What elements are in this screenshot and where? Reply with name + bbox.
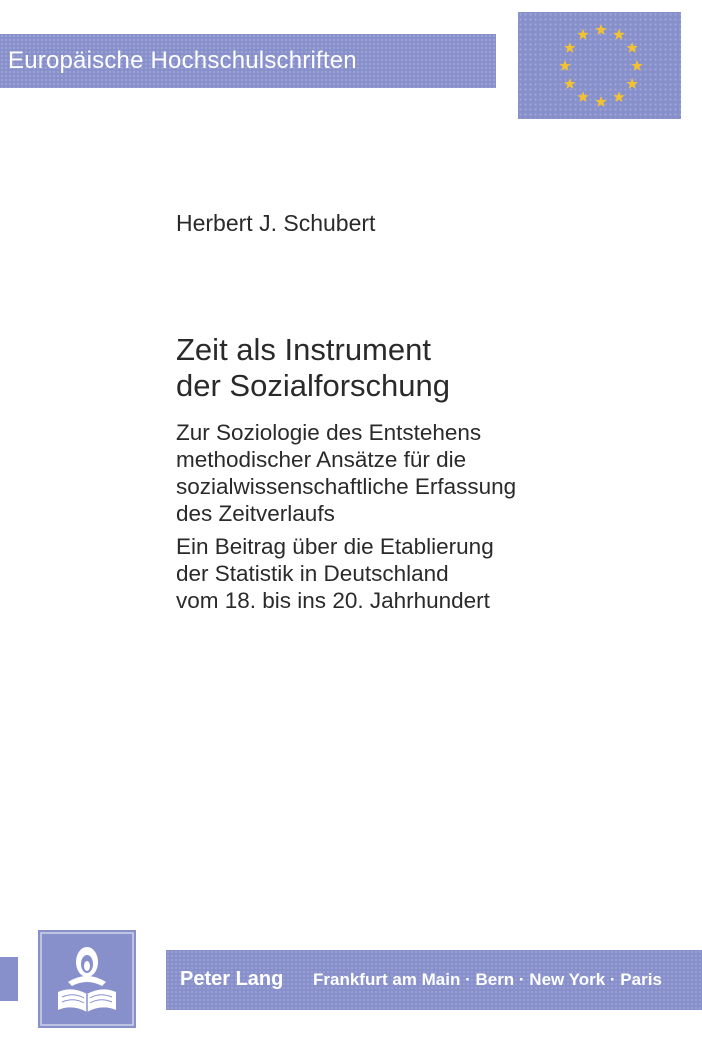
publisher-places: Frankfurt am Main · Bern · New York · Paris: [313, 970, 662, 989]
star-icon: [613, 29, 624, 40]
star-icon: [577, 29, 588, 40]
star-icon: [577, 91, 588, 102]
author-name: Herbert J. Schubert: [176, 210, 376, 236]
subtitle-line: vom 18. bis ins 20. Jahrhundert: [176, 588, 490, 613]
star-icon: [613, 91, 624, 102]
subtitle-line: methodischer Ansätze für die: [176, 447, 467, 472]
star-icon: [627, 78, 638, 89]
star-icon: [627, 42, 638, 53]
title-line: Zeit als Instrument: [176, 332, 431, 367]
eu-stars-emblem: [518, 12, 681, 119]
star-icon: [564, 78, 575, 89]
star-icon: [595, 24, 606, 35]
book-subtitle: [176, 419, 516, 614]
book-title: [176, 332, 450, 404]
star-icon: [559, 60, 570, 71]
publisher-logo: [38, 930, 136, 1028]
star-icon: [595, 96, 606, 107]
title-line: der Sozialforschung: [176, 368, 450, 403]
subtitle-line: sozialwissenschaftliche Erfassung: [176, 474, 517, 499]
subtitle-line: des Zeitverlaufs: [176, 501, 335, 526]
star-icon: [564, 42, 575, 53]
series-title: Europäische Hochschulschriften: [8, 47, 357, 74]
subtitle-line: der Statistik in Deutschland: [176, 561, 449, 586]
subtitle-line: Zur Soziologie des Entstehens: [176, 420, 482, 445]
eu-stars-icon: [518, 12, 681, 119]
left-edge-tab: [0, 957, 18, 1001]
publisher-logo-icon: [38, 930, 136, 1028]
publisher-name: Peter Lang: [180, 968, 284, 990]
star-icon: [631, 60, 642, 71]
subtitle-line: Ein Beitrag über die Etablierung: [176, 534, 494, 559]
